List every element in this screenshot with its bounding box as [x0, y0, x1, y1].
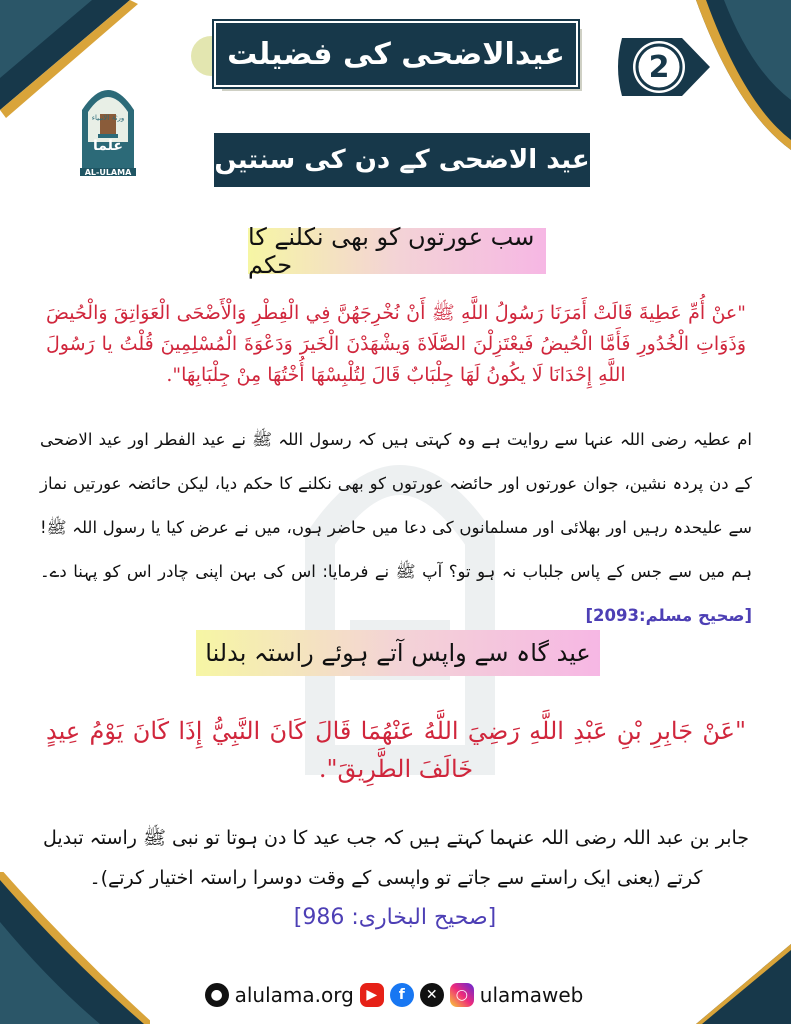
youtube-icon[interactable]: ▶: [360, 983, 384, 1007]
title-banner: [214, 21, 590, 95]
logo-urdu-text: علما: [93, 138, 123, 154]
footer-handle[interactable]: ulamaweb: [479, 983, 584, 1007]
instagram-icon[interactable]: ○: [450, 983, 474, 1007]
facebook-icon[interactable]: f: [390, 983, 414, 1007]
footer-website[interactable]: alulama.org: [234, 983, 354, 1007]
section2-urdu-translation: جابر بن عبد اللہ رضی اللہ عنہما کہتے ہیں کہ جب عید کا دن ہوتا تو نبی ﷺ راستہ تبدیل کرتے (یعنی ایک راستے سے جاتے تو واپسی کے وقت دوسرا راستہ اختیار کرتے)۔: [42, 827, 750, 889]
globe-icon: ●: [205, 983, 229, 1007]
logo-top-text: ورثۃ الانبیاء: [91, 114, 125, 122]
logo-latin-text: AL-ULAMA: [84, 168, 132, 177]
footer-bar: [198, 977, 590, 1013]
section2-arabic-hadith: "عَنْ جَابِرِ بْنِ عَبْدِ اللَّهِ رَضِيَ اللَّهُ عَنْهُمَا قَالَ كَانَ النَّبِيُّ إِذَا كَانَ يَوْمُ عِيدٍ خَالَفَ الطَّرِيقَ".: [46, 717, 746, 783]
bottom-right-corner-ornament: [696, 944, 791, 1024]
section1-heading: سب عورتوں کو بھی نکلنے کا حکم: [248, 228, 546, 274]
section1-urdu-translation: [40, 418, 752, 638]
section-number: 2: [648, 49, 670, 85]
section1-urdu-text: ام عطیہ رضی اللہ عنہا سے روایت ہے وہ کہتی ہیں کہ رسول اللہ ﷺ نے عید الفطر اور عید الاضحی کے دن پردہ نشین، جوان عورتوں اور حائضہ عورتوں کو بھی نکلنے کا حکم دیا، لیکن حائضہ عورتیں نماز سے علیحدہ رہیں اور بھلائی اور مسلمانوں کی دعا میں حاضر ہوں، میں نے عرض کیا یا رسول اللہ ﷺ! ہم میں سے جس کے پاس جلباب نہ ہو تو؟ آپ ﷺ نے فرمایا: اس کی بہن اپنی چادر اس کو پہنا دے۔: [40, 430, 752, 581]
section2-heading: عید گاہ سے واپس آتے ہوئے راستہ بدلنا: [196, 630, 600, 676]
x-icon[interactable]: ✕: [420, 983, 444, 1007]
page-title: عیدالاضحی کی فضیلت: [214, 21, 578, 87]
section1-reference: [صحيح مسلم:2093]: [585, 606, 752, 625]
section2-reference: [صحيح البخاری: 986]: [293, 905, 497, 930]
alulama-logo: [72, 70, 144, 180]
page-subtitle: عید الاضحی کے دن کی سنتیں: [214, 133, 590, 187]
section1-arabic-hadith: "عنْ أُمِّ عَطِيةَ قَالَتْ أَمَرَنَا رَسُولُ اللَّهِ ﷺ أَنْ نُخْرِجَهُنَّ فِي الْفِطْرِ وَالْأَضْحَى الْعَوَاتِقَ وَالْحُيضَ وَذَوَاتِ الْخُدُورِ فَأَمَّا الْحُيضُ فَيعْتَزِلْنَ الصَّلَاةَ وَيشْهَدْنَ الْخَيرَ وَدَعْوَةَ الْمُسْلِمِينَ قُلْتُ يا رَسُولَ اللَّهِ إِحْدَانَا لَا يكُونُ لَهَا جِلْبَابٌ قَالَ لِتُلْبِسْهَا أُخْتُهَا مِنْ جِلْبَابِهَا".: [46, 302, 746, 386]
